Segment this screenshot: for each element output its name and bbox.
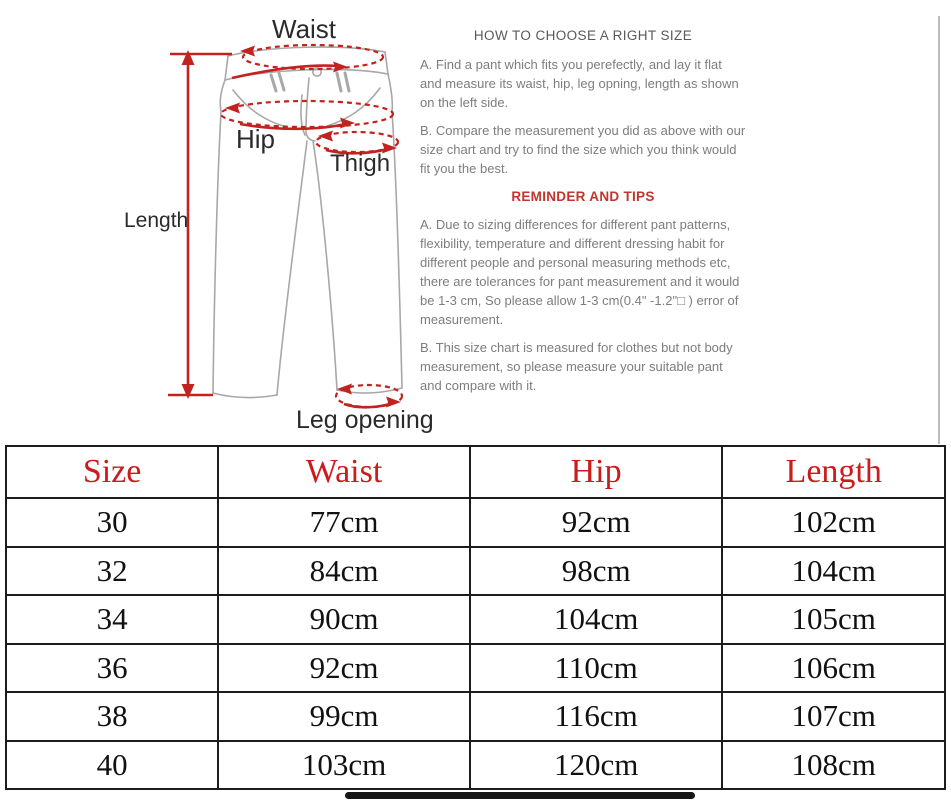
waist-label: Waist [272, 14, 337, 44]
table-cell: 116cm [470, 692, 723, 741]
reminder-paragraph-a: A. Due to sizing differences for different pant patterns, flexibility, temperature and different dressing habit for different people and personal measuring methods etc, there are tolerances for pant measurement and it would be 1-3 cm, So please allow 1-3 cm(0.4" -1.2"□ ) error of measurement. [420, 217, 740, 327]
pants-outline [213, 47, 402, 398]
pants-diagram-drawing [0, 0, 451, 443]
leg-opening-measure-line [336, 384, 402, 408]
table-cell: 36 [6, 644, 218, 693]
table-cell: 103cm [218, 741, 470, 790]
table-cell: 77cm [218, 498, 470, 547]
bottom-bar [345, 792, 695, 799]
table-cell: 92cm [218, 644, 470, 693]
table-cell: 40 [6, 741, 218, 790]
table-cell: 38 [6, 692, 218, 741]
table-row [6, 741, 945, 790]
header-length: Length [722, 446, 945, 498]
right-divider-line [938, 16, 940, 444]
table-cell: 32 [6, 547, 218, 596]
size-table [5, 445, 946, 790]
table-cell: 102cm [722, 498, 945, 547]
length-label: Length [124, 209, 189, 232]
table-row [6, 498, 945, 547]
table-cell: 106cm [722, 644, 945, 693]
table-cell: 99cm [218, 692, 470, 741]
table-cell: 34 [6, 595, 218, 644]
table-cell: 108cm [722, 741, 945, 790]
table-cell: 105cm [722, 595, 945, 644]
table-header-row [6, 446, 945, 498]
table-cell: 104cm [722, 547, 945, 596]
table-row [6, 595, 945, 644]
table-cell: 90cm [218, 595, 470, 644]
size-table-body [6, 498, 945, 789]
table-row [6, 644, 945, 693]
instructions-title: HOW TO CHOOSE A RIGHT SIZE [473, 28, 693, 43]
table-cell: 98cm [470, 547, 723, 596]
pants-measurement-diagram [0, 0, 451, 443]
leg-opening-label: Leg opening [296, 406, 434, 434]
table-cell: 84cm [218, 547, 470, 596]
instruction-paragraph-a: A. Find a pant which fits you perefectly, and lay it flat and measure its waist, hip, leg opning, length as shown on the left side. [420, 57, 739, 110]
table-cell: 110cm [470, 644, 723, 693]
table-cell: 30 [6, 498, 218, 547]
table-row [6, 692, 945, 741]
header-size: Size [6, 446, 218, 498]
instruction-paragraph-b: B. Compare the measurement you did as above with our size chart and try to find the size which you think would fit you the best. [420, 123, 746, 176]
thigh-label: Thigh [330, 150, 391, 177]
reminder-paragraph-b: B. This size chart is measured for clothes but not body measurement, so please measure your suitable pant and compare with it. [420, 340, 733, 393]
waist-measure-line [232, 45, 383, 78]
instructions-panel [420, 26, 746, 404]
table-cell: 107cm [722, 692, 945, 741]
measurement-annotations [168, 45, 402, 408]
table-cell: 92cm [470, 498, 723, 547]
table-cell: 104cm [470, 595, 723, 644]
reminder-title: REMINDER AND TIPS [511, 189, 655, 204]
table-cell: 120cm [470, 741, 723, 790]
header-waist: Waist [218, 446, 470, 498]
table-row [6, 547, 945, 596]
hip-label: Hip [236, 124, 276, 154]
header-hip: Hip [470, 446, 723, 498]
